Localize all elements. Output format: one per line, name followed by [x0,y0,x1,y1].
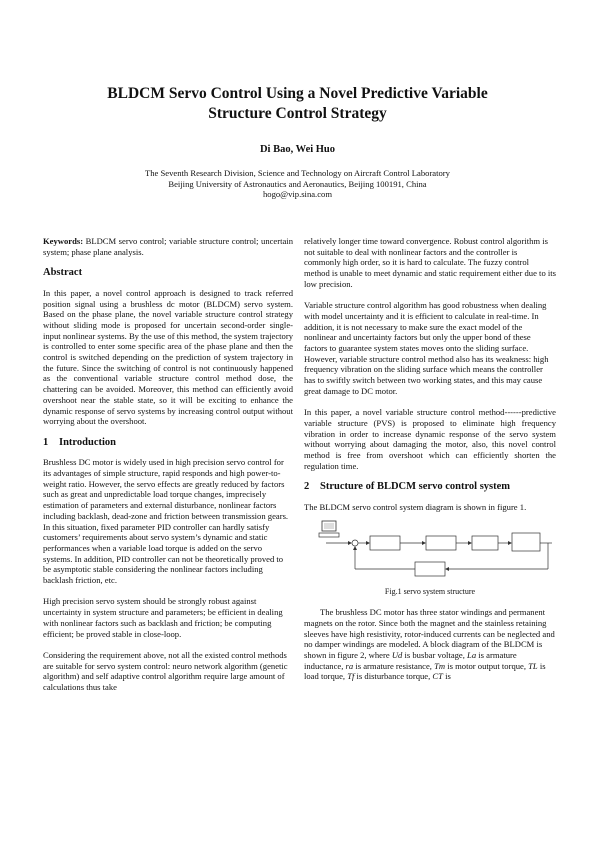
intro-number: 1 [43,436,49,448]
affiliation-line-2: Beijing University of Astronautics and Aeronautics, Beijing 100191, China [168,178,427,189]
symbol-la: La [467,650,477,661]
section2-paragraph-2-text: The brushless DC motor has three stator windings and permanent magnets on the rotor. Since both the magnet and the stainless retaining sleeves have high resistivity, rotor-induced currents can be neglected and no damper windings are modeled. A block diagram of the BLDCM is shown in figure 2, where [304,607,555,661]
intro-paragraph-5: Variable structure control algorithm has good robustness when dealing with model uncertainty and it is efficient to calculate in real-time. In addition, it is not necessary to make sure the exact model of the nonlinear and uncertainty factors but only the upper bond of these factors to guarantee system states moves onto the sliding surface. However, variable structure control method also has its weakness: high frequency vibration on the sliding surface which means the controller has to swiftly switch between two working states, and this may cause great damage to DC motor. [304,300,549,396]
sensor-block [415,562,445,576]
section2-paragraph-2 [304,607,556,682]
symbol-tf: Tf [347,671,355,682]
abstract-heading: Abstract [43,267,83,279]
intro-paragraph-3: Considering the requirement above, not all the existed control methods are suitable for servo system control: neuro network algorithm (genetic algorithm) and self adaptive control algorithm require large amount of calculations thus take [43,649,288,693]
keywords-label: Keywords: [43,236,84,246]
author-email[interactable]: hogo@vip.sina.com [262,189,333,200]
text-ud: is busbar voltage, [402,650,468,661]
symbol-ra: ra [345,660,354,671]
affiliation-line-1: The Seventh Research Division, Science and Technology on Aircraft Control Laboratory [145,168,450,178]
text-ct: is [442,671,451,682]
text-tm: is motor output torque, [445,660,529,671]
keywords [43,236,293,257]
symbol-tm: Tm [434,660,446,671]
intro-title: Introduction [59,436,116,448]
section2-heading [304,482,556,493]
intro-paragraph-6: In this paper, a novel variable structure control method------predictive variable structure (PVS) is proposed to eliminate high frequency vibration in order to increase dynamic response of the servo system without worrying about damaging the motor, also, this novel control method is free from overshoot which can efficiently shorten the regulation time. [304,407,556,471]
left-column [43,236,293,693]
motor-block [472,536,498,550]
intro-paragraph-1: Brushless DC motor is widely used in high precision servo control for its advantages of simple structure, rapid responds and high power-to-weight ratio. However, the servo effects are greatly reduced by factors such as great and unpredictable load torque changes, imprecisely estimation of parameters and external disturbance, nonlinear factors including backlash, dead-zone and friction between transmission gears. In this situation, fixed parameter PID controller can hardly satisfy customers’ requirements about servo system’s dynamic and static performances when a variable load torque is added on the servo systems. In addition, PID controller can not be theoretically proved to be asymptotic stable considering the nonlinear factors including backlash friction, etc. [43,457,289,586]
text-tf: is disturbance torque, [354,671,433,682]
section2-title: Structure of BLDCM servo control system [320,481,511,493]
title-line-2: Structure Control Strategy [208,105,387,122]
keywords-text: BLDCM servo control; variable structure control; uncertain system; phase plane analysis. [43,236,293,257]
intro-paragraph-2: High precision servo system should be strongly robust against uncertainty in system structure and parameters; be efficient in dealing with nonlinear factors such as backlash and friction; be computing efficient; be proved stable in close-loop. [43,596,283,639]
driver-block [426,536,456,550]
controller-block [370,536,400,550]
figure-1-caption: Fig.1 servo system structure [384,586,476,596]
intro-heading [43,438,293,449]
affiliation [40,168,555,200]
authors: Di Bao, Wei Huo [259,144,336,155]
abstract-text: In this paper, a novel control approach is designed to track referred position signal using a brushless dc motor (BLDCM) servo system. Based on the phase plane, the novel variable structure control strategy without sliding mode is proposed for uncertain second-order single-input nonlinear systems. By the use of this method, the system trajectory is controlled to enter some specific area of the phase plane and then the control is switched depending on the prediction of system trajectory in the future. Since the switching of control is not continuously happened as the conventional variable structure control method dose, the chattering can be avoided. Moreover, this method can efficiently avoid overshoot near the stable state, so it will be exciting to enhance the dynamic response of servo systems by increasing control output without worrying about the overshoot. [43,287,293,427]
figure-1 [304,519,556,598]
right-column [304,236,556,682]
text-tl: is load torque, [304,660,546,682]
computer-icon [319,521,339,537]
intro-paragraph-4: relatively longer time toward convergence. Robust control algorithm is not suitable to deal with nonlinear factors and the controller is commonly high order, so it is hard to calculate. The fuzzy control method is unable to meet dynamic and static requirement either due to its low precision. [304,236,557,289]
symbol-ct: CT [432,671,443,682]
title-line-1: BLDCM Servo Control Using a Novel Predictive Variable [107,85,488,102]
summing-junction [352,540,358,546]
gear-block [512,533,540,551]
section2-paragraph-1: The BLDCM servo control system diagram is shown in figure 1. [304,501,527,512]
symbol-ud: Ud [391,650,403,661]
section2-number: 2 [304,481,310,493]
servo-system-diagram [304,519,556,585]
text-la: is armature inductance, [304,650,517,671]
paper-title [40,84,555,124]
text-ra: is armature resistance, [353,660,435,671]
symbol-tl: TL [528,660,538,671]
